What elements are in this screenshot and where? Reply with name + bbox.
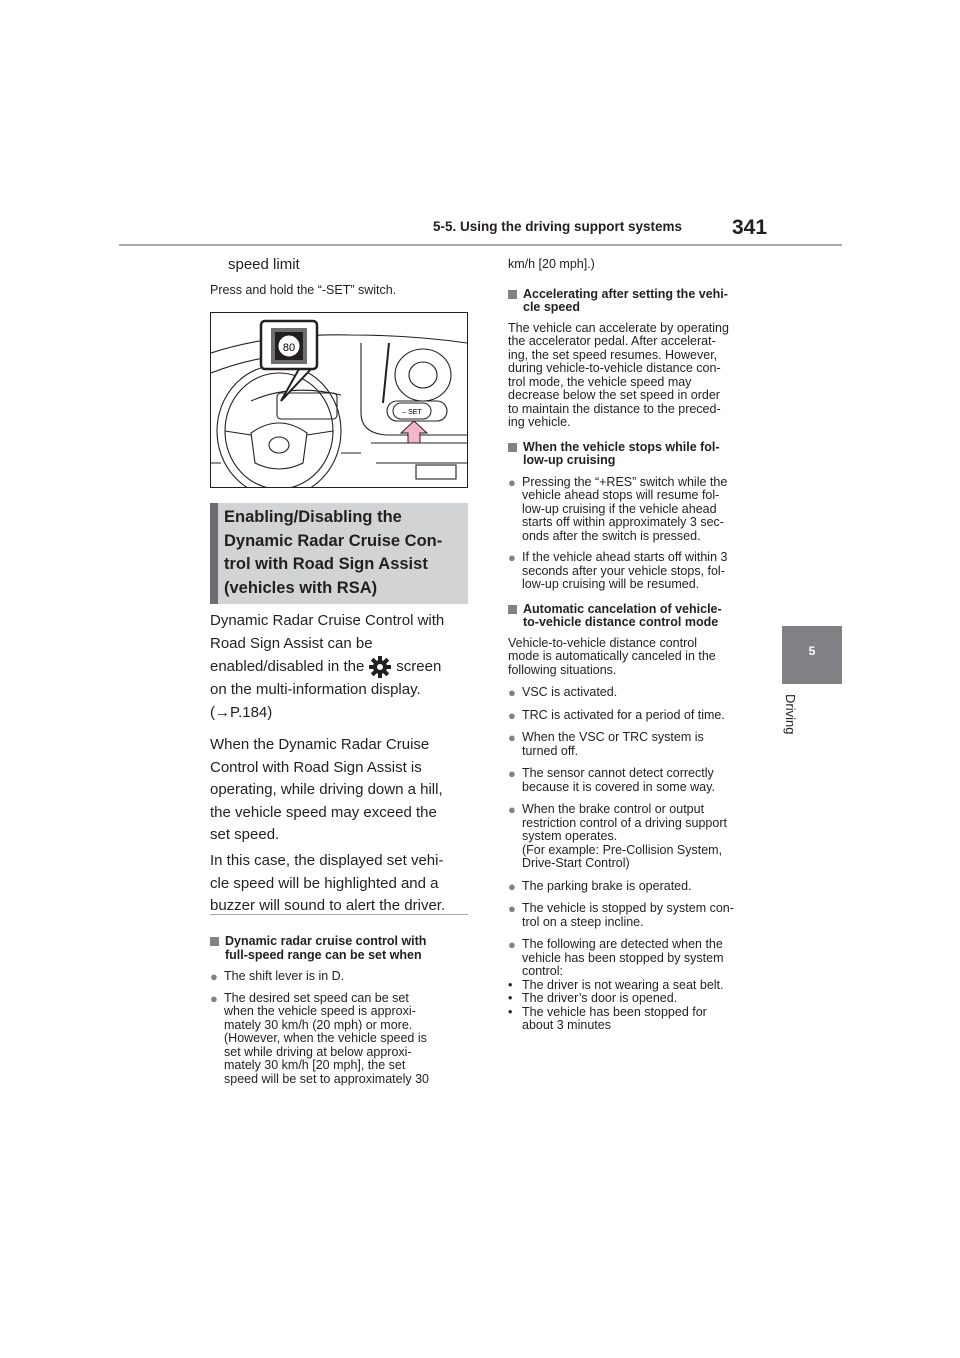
subheading-text [523, 441, 720, 468]
subheading-text [523, 288, 728, 315]
list-item [508, 767, 778, 794]
list-item [508, 709, 778, 723]
list-item-text: VSC is activated. [522, 685, 618, 699]
set-switch-label: – SET [402, 409, 422, 416]
continued-text-right: km/h [20 mph].) [508, 257, 595, 271]
list-item [508, 902, 778, 929]
list-item [508, 731, 778, 758]
square-bullet-icon [508, 605, 517, 614]
text-line: (For example: Pre-Collision System, [522, 842, 723, 857]
list-item [508, 938, 778, 979]
paragraph-downhill [210, 734, 472, 847]
text-line: on the multi-information display. [210, 681, 421, 698]
dot-item-text [522, 1006, 707, 1033]
text-line: Pressing the “+RES” switch while the [522, 474, 728, 489]
dot-item [508, 979, 778, 993]
text-line: low-up cruising [523, 453, 616, 467]
list-item-text [522, 767, 715, 794]
note-heading-text [225, 935, 426, 962]
chapter-number: 5 [808, 644, 816, 658]
section-heading-line: (vehicles with RSA) [224, 578, 378, 597]
note-heading [210, 935, 472, 962]
list-item-text [522, 902, 734, 929]
text-line: cle speed will be highlighted and a [210, 874, 439, 892]
text-line: mately 30 km/h [20 mph], the set [224, 1058, 406, 1072]
subheading-accelerating [508, 288, 778, 315]
circle-bullet-icon: ● [508, 937, 516, 952]
list-item-text [522, 803, 727, 871]
text-line: The sensor cannot detect correctly [522, 766, 714, 780]
steering-wheel-drawing [211, 313, 467, 487]
list-item [508, 880, 778, 894]
circle-bullet-icon: ● [210, 969, 218, 984]
text-line: control: [522, 964, 563, 978]
square-bullet-icon [210, 937, 219, 946]
text-line: ing vehicle. [508, 415, 571, 429]
notes-divider [210, 914, 468, 915]
list-item [508, 551, 778, 592]
text-line: Control with Road Sign Assist is [210, 758, 422, 776]
section-title-header: 5-5. Using the driving support systems [433, 219, 683, 234]
list-item-text [522, 731, 704, 758]
text-line: when the vehicle speed is approxi- [224, 1004, 416, 1018]
text-fragment: screen [396, 657, 442, 675]
text-line: decrease below the set speed in order [508, 388, 720, 402]
text-line: Dynamic radar cruise control with [225, 934, 427, 948]
text-line: because it is covered in some way. [522, 779, 715, 794]
text-line: When the VSC or TRC system is [522, 730, 704, 744]
subheading-stops [508, 441, 778, 468]
circle-bullet-icon: ● [508, 878, 516, 894]
text-line: to maintain the distance to the preced- [508, 401, 721, 416]
square-bullet-icon [508, 290, 517, 299]
text-line: system operates. [522, 829, 618, 843]
dot-item-text: The driver’s door is opened. [522, 991, 678, 1005]
text-line: turned off. [522, 743, 579, 758]
section-header-bar [210, 503, 218, 604]
text-line: Accelerating after setting the vehi- [523, 286, 728, 301]
list-item-text: TRC is activated for a period of time. [522, 707, 725, 722]
text-line: low-up cruising if the vehicle ahead [522, 501, 717, 516]
text-line: about 3 minutes [522, 1018, 611, 1032]
text-line: set while driving at below approxi- [224, 1044, 412, 1059]
text-line: low-up cruising will be resumed. [522, 577, 700, 591]
dot-item [508, 992, 778, 1006]
list-item-text [224, 992, 429, 1087]
section-heading-line: Enabling/Disabling the [224, 508, 402, 526]
text-line: to-vehicle distance control mode [523, 615, 719, 629]
dot-bullet-icon: • [508, 977, 513, 992]
dot-bullet-icon: • [508, 991, 513, 1005]
text-line: The vehicle can accelerate by operating [508, 320, 729, 335]
text-line: In this case, the displayed set vehi- [210, 852, 444, 869]
gear-icon [368, 655, 392, 679]
section-heading [224, 506, 464, 600]
text-line: Drive-Start Control) [522, 856, 630, 870]
text-line: the vehicle speed may exceed the [210, 803, 437, 821]
subheading-text [523, 603, 722, 630]
list-item [508, 476, 778, 544]
text-line: buzzer will sound to alert the driver. [210, 897, 446, 914]
chapter-label-text: Driving [783, 694, 798, 735]
text-line: operating, while driving down a hill, [210, 781, 443, 798]
circle-bullet-icon: ● [508, 550, 516, 565]
paragraph-highlight [210, 850, 472, 918]
text-line: seconds after your vehicle stops, fol- [522, 563, 725, 578]
text-line: starts off within approximately 3 sec- [522, 515, 724, 529]
circle-bullet-icon: ● [508, 901, 516, 916]
text-line: vehicle has been stopped by system [522, 950, 724, 965]
text-line: Dynamic Radar Cruise Control with [210, 612, 445, 629]
paragraph-enable [210, 610, 472, 724]
text-line: the accelerator pedal. After accelerat- [508, 334, 716, 348]
circle-bullet-icon: ● [508, 766, 516, 781]
paragraph-cancelation [508, 637, 778, 678]
text-line: mode is automatically canceled in the [508, 649, 716, 663]
list-item [210, 992, 472, 1087]
text-line: set speed. [210, 826, 280, 843]
dashboard-illustration [210, 312, 468, 488]
text-line: (However, when the vehicle speed is [224, 1031, 427, 1045]
text-line: trol on a steep incline. [522, 914, 644, 929]
list-item [210, 970, 472, 984]
press-instruction: Press and hold the “-SET” switch. [210, 283, 397, 297]
paragraph-accelerating [508, 322, 778, 430]
text-line: restriction control of a driving support [522, 815, 727, 830]
text-line: The following are detected when the [522, 937, 723, 951]
text-line: ing, the set speed resumes. However, [508, 347, 718, 362]
text-line: Automatic cancelation of vehicle- [523, 601, 722, 616]
text-line: onds after the switch is pressed. [522, 528, 701, 543]
text-line: full-speed range can be set when [225, 947, 422, 962]
text-line: The desired set speed can be set [224, 990, 409, 1005]
speed-sign-value: 80 [282, 342, 296, 354]
right-column [508, 258, 778, 1033]
dot-bullet-icon: • [508, 1004, 513, 1019]
list-item [508, 803, 778, 871]
circle-bullet-icon: ● [508, 707, 516, 723]
circle-bullet-icon: ● [508, 802, 516, 817]
left-notes [210, 935, 472, 1086]
list-item-text: The parking brake is operated. [522, 878, 692, 893]
circle-bullet-icon: ● [508, 474, 516, 490]
section-heading-line: trol with Road Sign Assist [224, 555, 428, 573]
text-line: during vehicle-to-vehicle distance con- [508, 361, 721, 375]
section-heading-line: Dynamic Radar Cruise Con- [224, 531, 443, 550]
header-divider [119, 244, 842, 246]
text-line: The vehicle is stopped by system con- [522, 901, 734, 915]
text-line: If the vehicle ahead starts off within 3 [522, 550, 728, 564]
text-line-with-icon [210, 655, 472, 679]
dot-item [508, 1006, 778, 1033]
text-line: mately 30 km/h (20 mph) or more. [224, 1017, 413, 1032]
text-line: When the Dynamic Radar Cruise [210, 736, 430, 753]
circle-bullet-icon: ● [210, 990, 218, 1006]
square-bullet-icon [508, 443, 517, 452]
circle-bullet-icon: ● [508, 730, 516, 745]
list-item-text [522, 938, 724, 979]
text-line: Road Sign Assist can be [210, 634, 373, 652]
text-line: When the vehicle stops while fol- [523, 439, 720, 454]
text-line: When the brake control or output [522, 802, 705, 816]
chapter-label [776, 694, 816, 754]
page-reference-link[interactable]: (→P.184) [210, 703, 273, 721]
dot-item-text: The driver is not wearing a seat belt. [522, 977, 724, 992]
list-item-text [522, 551, 727, 592]
text-line: cle speed [523, 300, 580, 314]
text-line: trol mode, the vehicle speed may [508, 374, 692, 389]
text-line: speed will be set to approximately 30 [224, 1071, 429, 1086]
list-item [508, 686, 778, 700]
list-item-text [522, 476, 727, 544]
subheading-cancelation [508, 603, 778, 630]
circle-bullet-icon: ● [508, 685, 516, 700]
continued-text: speed limit [228, 256, 300, 273]
text-line: following situations. [508, 662, 617, 677]
text-line: The vehicle has been stopped for [522, 1004, 707, 1019]
text-line: vehicle ahead stops will resume fol- [522, 488, 720, 502]
text-line: Vehicle-to-vehicle distance control [508, 635, 697, 650]
list-item-text: The shift lever is in D. [224, 969, 345, 983]
page-number: 341 [732, 216, 768, 239]
text-fragment: enabled/disabled in the [210, 657, 365, 675]
